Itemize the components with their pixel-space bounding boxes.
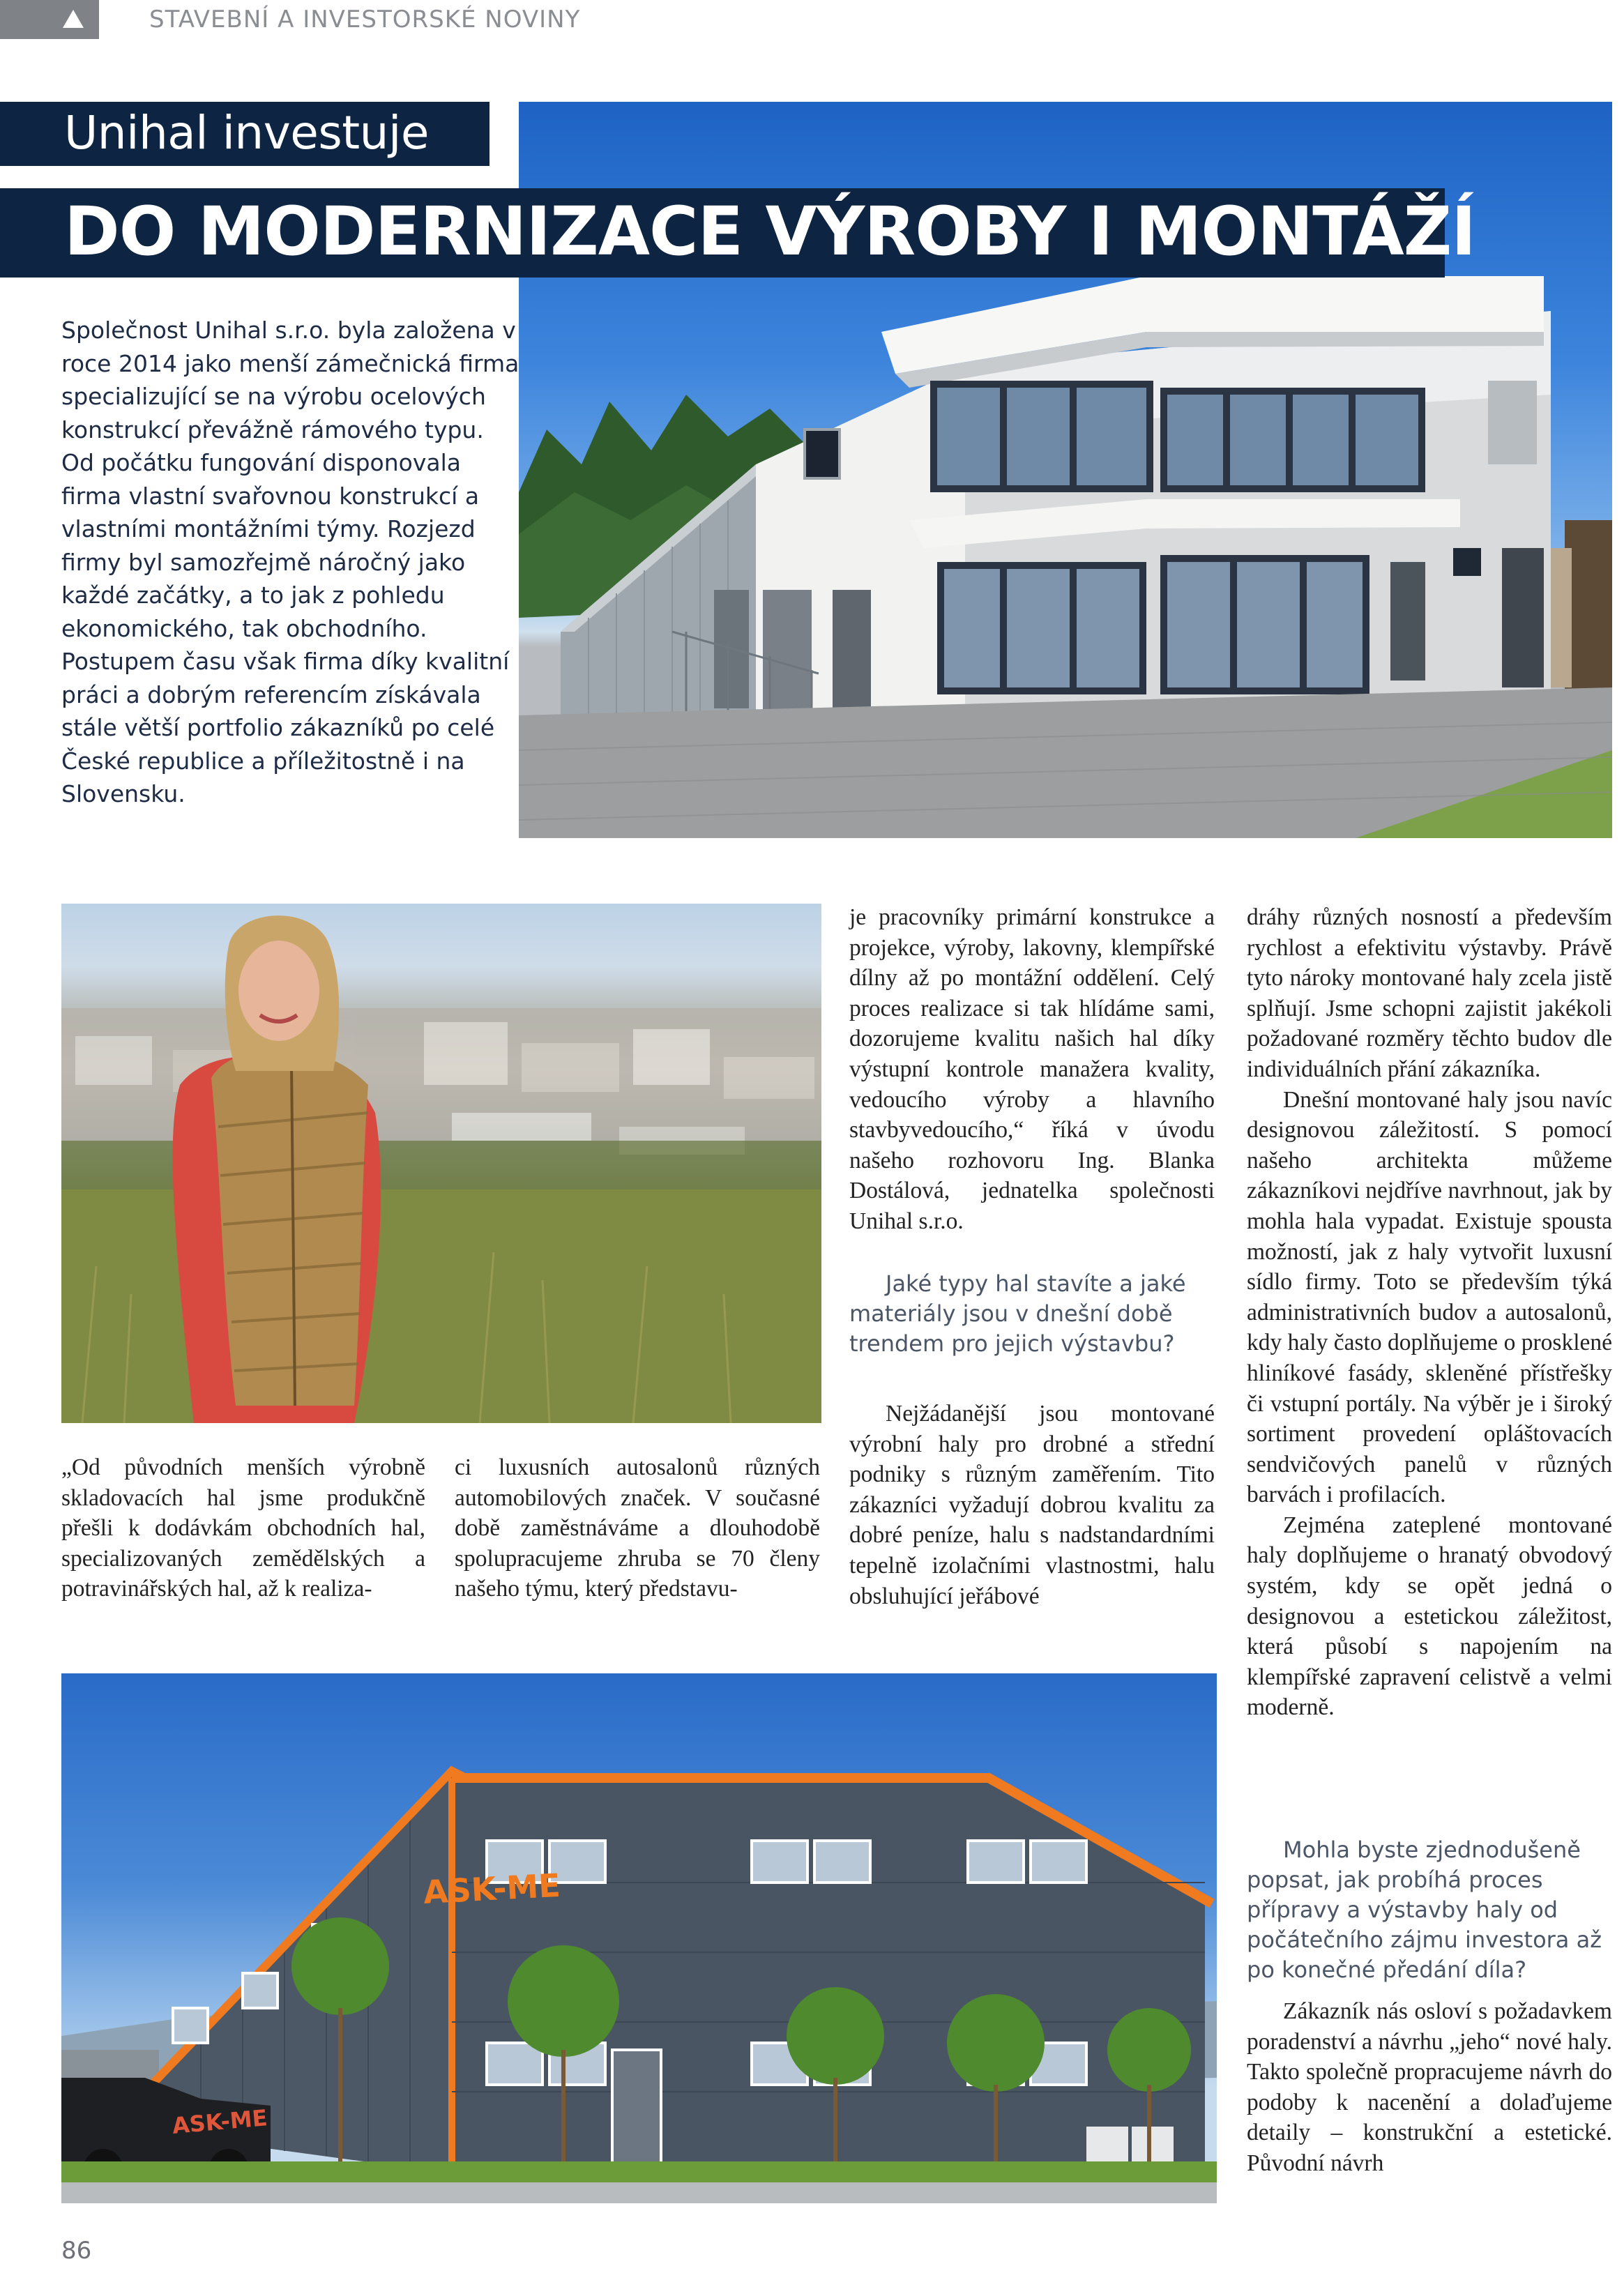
- question-text: Mohla byste zjednodušeně popsat, jak probíhá proces přípravy a výstavby haly od počátečního zájmu investora až po konečné předání díla?: [1247, 1837, 1602, 1983]
- body-column-3-continued: [849, 1399, 1215, 1611]
- title-line-1: Unihal investuje: [64, 106, 429, 160]
- paragraph: Zákazník nás osloví s požadavkem poradenství a návrhu „jeho“ nové haly. Takto společně propracujeme návrh do podoby k nacenění a dolaďujeme detaily – konstrukční a estetické. Původní návrh: [1247, 1998, 1612, 2176]
- hall-photo: [61, 1673, 1217, 2203]
- paragraph: Zejména zateplené montované haly doplňujeme o hranatý obvodový systém, kdy se opět jedná o designovou a estetickou záležitost, která působí s napojením na klempířské zapravení celistvě a velmi moderně.: [1247, 1512, 1612, 1721]
- title-line-1-banner: [0, 102, 490, 166]
- paragraph: Nejžádanější jsou montované výrobní haly pro drobné a střední podniky s různým zaměřením. Tito zákazníci vyžadují dobrou kvalitu za dobré peníze, halu s nadstandardními tepelně izolačními vlastnostmi, halu obsluhující jeřábové: [849, 1401, 1215, 1609]
- paragraph: je pracovníky primární konstrukce a projekce, výroby, lakovny, klempířské dílny až po montážní oddělení. Celý proces realizace si tak hlídáme sami, dozorujeme kvalitu našich hal díky výstupní kontrole manažera kvality, vedoucího výroby a hlavního stavbyvedoucího,“ říká v úvodu našeho rozhovoru Ing. Blanka Dostálová, jednatelka společnosti Unihal s.r.o.: [849, 904, 1215, 1234]
- question-text: Jaké typy hal stavíte a jaké materiály jsou v dnešní době trendem pro jejich výstavbu?: [849, 1270, 1186, 1357]
- title-line-2-banner: [0, 188, 1475, 278]
- body-column-2: [455, 1452, 820, 1604]
- title-line-2: DO MODERNIZACE VÝROBY I MONTÁŽÍ: [64, 192, 1475, 271]
- interview-question-1: [849, 1269, 1215, 1359]
- paragraph: ci luxusních autosalonů různých automobilových značek. V současné době zaměstnáváme a dlouhodobě spolupracujeme zhruba se 70 členy našeho týmu, který představu-: [455, 1454, 820, 1602]
- page-number: 86: [61, 2237, 92, 2265]
- header-tab: [0, 0, 99, 39]
- body-column-4: [1247, 902, 1612, 1723]
- portrait-photo: [61, 904, 821, 1423]
- triangle-up-icon: [63, 10, 84, 28]
- paragraph: dráhy různých nosností a především rychlost a efektivitu výstavby. Právě tyto nároky montované haly zcela jistě splňují. Jsme schopni zajistit jakékoli požadované rozměry těchto budov dle individuálních přání zákazníka.: [1247, 904, 1612, 1082]
- body-column-1: [61, 1452, 425, 1604]
- publication-name: STAVEBNÍ A INVESTORSKÉ NOVINY: [149, 6, 581, 33]
- body-column-3: [849, 902, 1215, 1237]
- intro-paragraph: [61, 314, 522, 811]
- paragraph: „Od původních menších výrobně skladovacích hal jsme produkčně přešli k dodávkám obchodních hal, specializovaných zemědělských a potravinářských hal, až k realiza-: [61, 1454, 425, 1602]
- interview-question-2: [1247, 1835, 1612, 1985]
- intro-text: Společnost Unihal s.r.o. byla založena v roce 2014 jako menší zámečnická firma specializující se na výrobu ocelových konstrukcí převážně rámového typu. Od počátku fungování disponovala firma vlastní svařovnou konstrukcí a vlastními montážními týmy. Rozjezd firmy byl samozřejmě náročný jako každé začátky, a to jak z pohledu ekonomického, tak obchodního. Postupem času však firma díky kvalitní práci a dobrým referencím získávala stále větší portfolio zákazníků po celé České republice a příležitostně i na Slovensku.: [61, 317, 519, 807]
- truck-sign: ASK-ME: [171, 2104, 268, 2139]
- paragraph: Dnešní montované haly jsou navíc designovou záležitostí. S pomocí našeho architekta můžeme zákazníkovi nejdříve navrhnout, jak by mohla hala vypadat. Existuje spousta možností, jak z haly vytvořit luxusní sídlo firmy. Toto se především týká administrativních budov a autosalonů, kdy haly často doplňujeme o prosklené hliníkové fasády, skleněné přístřešky či vstupní portály. Na výběr je i široký sortiment provedení opláštovacích sendvičových panelů v různých barvách i profilacích.: [1247, 1086, 1612, 1508]
- body-column-4-continued: [1247, 1996, 1612, 2179]
- hall-sign: ASK-ME: [422, 1866, 561, 1911]
